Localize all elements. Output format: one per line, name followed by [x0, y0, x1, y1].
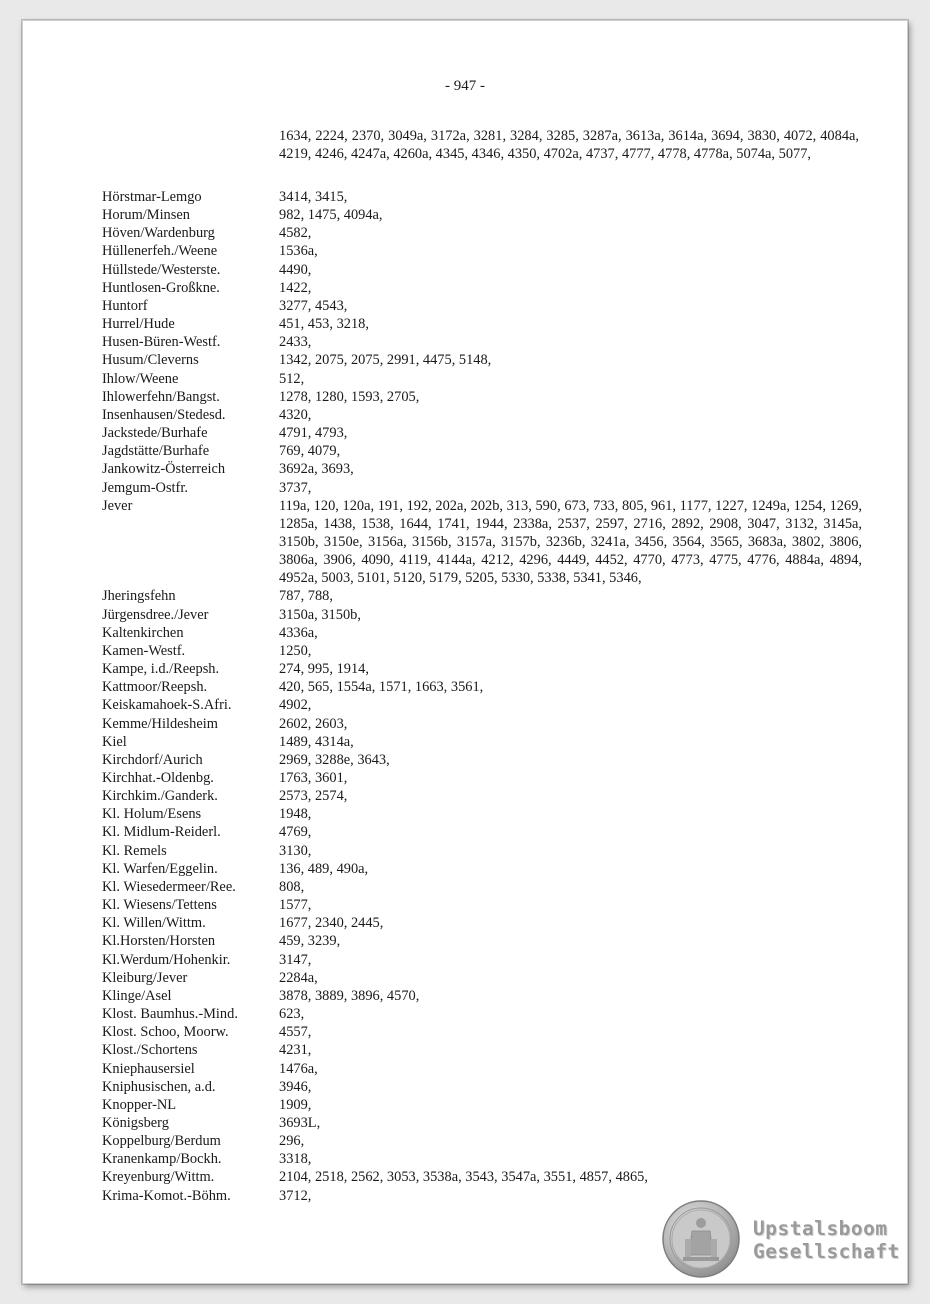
index-entry [102, 805, 862, 823]
index-entry [102, 388, 862, 406]
index-entry [102, 1096, 862, 1114]
place-name: Kl.Horsten/Horsten [102, 933, 216, 950]
index-entry [102, 823, 862, 841]
index-entry [102, 1060, 862, 1078]
place-name: Kl. Holum/Esens [102, 806, 202, 823]
index-entry [102, 351, 862, 369]
index-entry [102, 606, 862, 624]
reference-numbers: 3130, [279, 842, 312, 859]
index-entry [102, 587, 862, 605]
index-entry [102, 479, 862, 497]
index-entry [102, 188, 862, 206]
place-name: Höven/Wardenburg [102, 225, 215, 242]
place-name: Ihlowerfehn/Bangst. [102, 388, 220, 405]
place-name: Kampe, i.d./Reepsh. [102, 661, 220, 678]
place-name: Klost. Baumhus.-Mind. [102, 1006, 238, 1023]
place-name: Jankowitz-Österreich [102, 461, 226, 478]
place-name: Koppelburg/Berdum [102, 1133, 221, 1150]
seal-icon [661, 1199, 741, 1279]
place-name: Jemgum-Ostfr. [102, 479, 188, 496]
reference-numbers: 4902, [279, 697, 312, 714]
index-entry [102, 696, 862, 714]
index-entry [102, 333, 862, 351]
place-name: Kl.Werdum/Hohenkir. [102, 951, 231, 968]
logo-wordmark [753, 1217, 900, 1263]
place-name: Klinge/Asel [102, 987, 172, 1004]
place-name: Klost. Schoo, Moorw. [102, 1024, 229, 1041]
place-name: Kreyenburg/Wittm. [102, 1169, 215, 1186]
place-name: Ihlow/Weene [102, 370, 179, 387]
reference-numbers: 1250, [279, 642, 312, 659]
place-name: Königsberg [102, 1114, 169, 1131]
index-entry [102, 497, 862, 588]
index-entry [102, 896, 862, 914]
reference-numbers: 1948, [279, 806, 312, 823]
place-name: Kl. Wiesedermeer/Ree. [102, 878, 236, 895]
place-name: Jheringsfehn [102, 588, 176, 605]
place-name: Kiel [102, 733, 127, 750]
reference-numbers: 4336a, [279, 624, 318, 641]
index-entry [102, 315, 862, 333]
index-entry [102, 297, 862, 315]
continuation-numbers: 1634, 2224, 2370, 3049a, 3172a, 3281, 3284, 3285, 3287a, 3613a, 3614a, 3694, 3830, 4072, 4084a, 4219, 4246, 4247a, 4260a, 4345, 4346, 4350, 4702a, 4737, 4777, 4778, 4778a, 5074a, 5077, [279, 128, 859, 163]
reference-numbers: 3692a, 3693, [279, 461, 354, 478]
reference-numbers: 4557, [279, 1024, 312, 1041]
place-name: Kamen-Westf. [102, 642, 186, 659]
index-entry [102, 406, 862, 424]
place-name: Kirchhat.-Oldenbg. [102, 770, 214, 786]
place-name: Jagdstätte/Burhafe [102, 443, 210, 460]
reference-numbers: 2284a, [279, 969, 318, 986]
index-entry [102, 1150, 862, 1168]
reference-numbers: 2104, 2518, 2562, 3053, 3538a, 3543, 3547a, 3551, 4857, 4865, [279, 1169, 648, 1186]
reference-numbers: 1278, 1280, 1593, 2705, [279, 388, 420, 405]
place-name: Hüllenerfeh./Weene [102, 243, 218, 260]
index-entry [102, 224, 862, 242]
place-name: Hüllstede/Westerste. [102, 261, 221, 278]
place-name: Kniephausersiel [102, 1060, 195, 1077]
reference-numbers: 3712, [279, 1187, 312, 1204]
reference-numbers: 1342, 2075, 2075, 2991, 4475, 5148, [279, 352, 492, 369]
index-entry [102, 424, 862, 442]
place-name: Kirchkim./Ganderk. [102, 788, 218, 805]
reference-numbers: 1422, [279, 279, 312, 296]
index-entry [102, 860, 862, 878]
index-entry [102, 715, 862, 733]
index-entry [102, 660, 862, 678]
reference-numbers: 3878, 3889, 3896, 4570, [279, 987, 420, 1004]
logo-line-1: Upstalsboom [753, 1217, 888, 1240]
reference-numbers: 623, [279, 1006, 305, 1023]
reference-numbers: 1909, [279, 1096, 312, 1113]
index-entry [102, 787, 862, 805]
index-entry [102, 733, 862, 751]
reference-numbers: 3414, 3415, [279, 189, 348, 205]
document-page [22, 20, 908, 1284]
place-name: Krima-Komot.-Böhm. [102, 1187, 231, 1204]
reference-numbers: 4320, [279, 406, 312, 423]
reference-numbers: 4490, [279, 261, 312, 278]
reference-numbers: 3318, [279, 1151, 312, 1168]
reference-numbers: 3737, [279, 479, 312, 496]
place-name: Kl. Wiesens/Tettens [102, 897, 217, 914]
index-entry [102, 1023, 862, 1041]
place-name: Kattmoor/Reepsh. [102, 679, 208, 696]
reference-numbers: 1536a, [279, 243, 318, 260]
reference-numbers: 1476a, [279, 1060, 318, 1077]
place-name: Insenhausen/Stedesd. [102, 406, 226, 423]
upstalsboom-logo [661, 1199, 911, 1279]
place-name: Hurrel/Hude [102, 316, 175, 333]
index-entry [102, 206, 862, 224]
place-name: Jürgensdree./Jever [102, 606, 209, 623]
reference-numbers: 119a, 120, 120a, 191, 192, 202a, 202b, 313, 590, 673, 733, 805, 961, 1177, 1227, 1249a, 1254, 1269, 1285a, 1438, 1538, 1644, 1741, 1944, 2338a, 2537, 2597, 2716, 2892, 2908, 3047, 3132, 3145a, 3150b, 3150e, 3156a, 3156b, 3157a, 3157b, 3236b, 3241a, 3456, 3564, 3565, 3683a, 3802, 3806, 3806a, 3906, 4090, 4119, 4144a, 4212, 4296, 4449, 4452, 4770, 4773, 4775, 4776, 4884a, 4894, 4952a, 5003, 5101, 5120, 5179, 5205, 5330, 5338, 5341, 5346, [279, 497, 862, 587]
index-entry [102, 1041, 862, 1059]
reference-numbers: 808, [279, 878, 305, 895]
index-entry [102, 969, 862, 987]
place-index-list [102, 188, 862, 1205]
index-entry [102, 279, 862, 297]
reference-numbers: 4769, [279, 824, 312, 841]
reference-numbers: 274, 995, 1914, [279, 661, 369, 678]
place-name: Kemme/Hildesheim [102, 715, 218, 732]
reference-numbers: 451, 453, 3218, [279, 316, 369, 333]
index-entry [102, 932, 862, 950]
place-name: Jever [102, 497, 133, 514]
reference-numbers: 4582, [279, 225, 312, 242]
index-entry [102, 769, 862, 787]
place-name: Knopper-NL [102, 1096, 177, 1113]
place-name: Kl. Willen/Wittm. [102, 915, 206, 932]
place-name: Husen-Büren-Westf. [102, 334, 221, 351]
index-entry [102, 642, 862, 660]
page-number: - 947 - [445, 78, 485, 94]
index-entry [102, 442, 862, 460]
logo-line-2: Gesellschaft [753, 1240, 900, 1263]
index-entry [102, 624, 862, 642]
reference-numbers: 4231, [279, 1042, 312, 1059]
reference-numbers: 1763, 3601, [279, 770, 348, 786]
place-name: Horum/Minsen [102, 207, 190, 224]
place-name: Jackstede/Burhafe [102, 425, 208, 442]
reference-numbers: 3147, [279, 951, 312, 968]
place-name: Kl. Midlum-Reiderl. [102, 824, 221, 841]
index-entry [102, 751, 862, 769]
index-entry [102, 460, 862, 478]
index-entry [102, 1005, 862, 1023]
index-entry [102, 678, 862, 696]
reference-numbers: 1489, 4314a, [279, 733, 354, 750]
reference-numbers: 420, 565, 1554a, 1571, 1663, 3561, [279, 679, 484, 696]
index-entry [102, 242, 862, 260]
place-name: Husum/Cleverns [102, 352, 199, 369]
reference-numbers: 3946, [279, 1078, 312, 1095]
place-name: Hörstmar-Lemgo [102, 189, 202, 205]
reference-numbers: 3150a, 3150b, [279, 606, 361, 623]
index-entry [102, 370, 862, 388]
reference-numbers: 982, 1475, 4094a, [279, 207, 383, 224]
reference-numbers: 1577, [279, 897, 312, 914]
place-name: Kirchdorf/Aurich [102, 751, 203, 768]
place-name: Huntorf [102, 297, 148, 314]
reference-numbers: 2573, 2574, [279, 788, 348, 805]
index-entry [102, 1078, 862, 1096]
index-entry [102, 1168, 862, 1186]
reference-numbers: 787, 788, [279, 588, 333, 605]
index-entry [102, 1132, 862, 1150]
place-name: Kl. Remels [102, 842, 167, 859]
index-entry [102, 987, 862, 1005]
index-entry [102, 1114, 862, 1132]
place-name: Kl. Warfen/Eggelin. [102, 860, 218, 877]
reference-numbers: 1677, 2340, 2445, [279, 915, 384, 932]
reference-numbers: 3277, 4543, [279, 297, 348, 314]
reference-numbers: 3693L, [279, 1114, 321, 1131]
index-entry [102, 951, 862, 969]
index-entry [102, 261, 862, 279]
reference-numbers: 4791, 4793, [279, 425, 348, 442]
reference-numbers: 296, [279, 1133, 305, 1150]
place-name: Kniphusischen, a.d. [102, 1078, 216, 1095]
place-name: Kranenkamp/Bockh. [102, 1151, 222, 1168]
reference-numbers: 2602, 2603, [279, 715, 348, 732]
place-name: Huntlosen-Großkne. [102, 279, 220, 296]
place-name: Kaltenkirchen [102, 624, 184, 641]
reference-numbers: 512, [279, 370, 305, 387]
place-name: Keiskamahoek-S.Afri. [102, 697, 232, 714]
index-entry [102, 842, 862, 860]
reference-numbers: 136, 489, 490a, [279, 860, 369, 877]
reference-numbers: 769, 4079, [279, 443, 341, 460]
reference-numbers: 459, 3239, [279, 933, 341, 950]
place-name: Klost./Schortens [102, 1042, 198, 1059]
reference-numbers: 2969, 3288e, 3643, [279, 751, 390, 768]
reference-numbers: 2433, [279, 334, 312, 351]
place-name: Kleiburg/Jever [102, 969, 188, 986]
index-entry [102, 878, 862, 896]
index-entry [102, 914, 862, 932]
